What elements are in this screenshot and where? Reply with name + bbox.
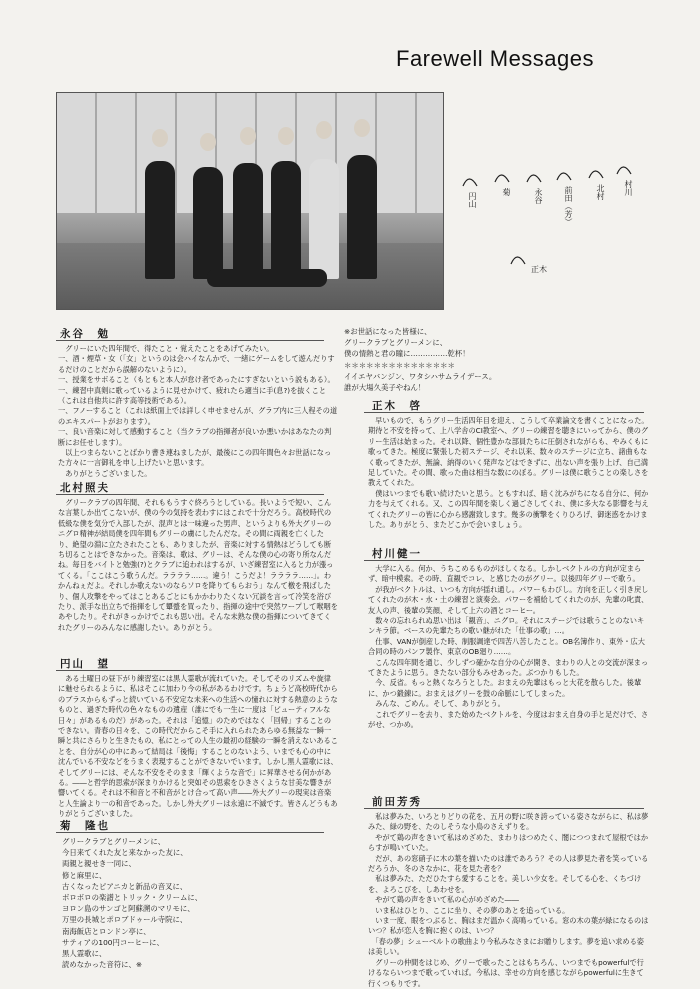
section-body: 私は夢みた、いろとりどりの花を、五月の野に咲き誇っている姿さながらに、私は夢みた、緑の野を、たのしそうな小鳥のさえずりを。 やがて鶏の声をきいて私はめざめた、まわりはつめたく、闇につつまれて屋根ではからすが鳴いていた。 だが、あの窓硝子に木の葉を描いたのは誰であろう？その人は夢見た者を笑っているだろうか、冬のさなかに、花を見た者を？ 私は夢みた、ただひたすら愛することを。美しい少女を。そしてる心を、くちづけを、よろこびを、しあわせを。 やがて鶏の声をきいて私の心がめざめた―― いま私はひとり、ここに坐り、その夢のあとを追っている。 いま一度、眼をつぶると、胸はまだ温かく高鳴っている。窓の木の葉が緑になるのはいつ？私が恋人を胸に抱くのは、いつ？ 「春の夢」シューベルトの歌曲より今私みなさまにお贈りします。夢を追い求める姿は美しい。 グリーの仲間をはじめ、グリーで歌ったことはもちろん、いつまでもpowerfulで行けるならいつまで歌っていれば。今私は、幸せの方向を感じながらpowerfulに生きて行くつもりです。 xyxy=(368,812,649,988)
divider xyxy=(56,670,324,671)
member-name-label: 円山 xyxy=(468,192,477,208)
divider xyxy=(364,808,644,809)
section-author: 菊 隆也 xyxy=(60,820,110,832)
person-figure xyxy=(233,163,263,279)
member-name-label: 正木 xyxy=(531,265,547,274)
outline-head xyxy=(617,167,631,174)
outline-head xyxy=(557,173,571,180)
outline-head xyxy=(495,175,509,182)
person-figure xyxy=(193,167,223,279)
section-body: グリーにいた四年間で、得たこと・覚えたことをあげてみたい。 一、酒・煙草・女（「女」というのは会ハイなんかで、一緒にゲームをして遊んだりするだけのことだから誤解のないように）。 一、授業をサボること（もともと本人が怠け者であったにすぎないという説もある）。 一、練習中真剣に歌っているように見せかけて、疲れたら適当に手(息?)を抜くこと（これは自他共に許す高等技術である）。 一、フノーすること（これは紙面上では詳しく申せませんが、グラブ内に三人程その道のエキスパートがおります）。 一、良い音楽に対して感動すること（当クラブの指揮者が良いか悪いかはあなたの判断にお任せします）。 以上つまらないことばかり書き連ねましたが、最後にこの四年間色々お世話になった方々に一言御礼を申し上げたいと思います。 ありがとうございました。 xyxy=(58,344,338,478)
section-body: グリークラブの四年間、それももうすぐ終ろうとしている。長いようで短い、こんな言葉しか出てこないが、僕の今の気持を表わすにはこれで十分だろう。高校時代の低級な僕を気分で入部したが、混声とは一味違った男声、というよりも外大グリーのニグロ精神が結局僕を四年間もグリーの虜にしたんだな。その間に両親を亡くしたり、絶望の淵に立たされたことも、ありましたが、音楽に対する情熱はどうしても断ち切ることはできなかった。音楽は、歌は、グリーは、そんな僕の心の寄り所なんだね。毎日をバイトと勉強(?)とクラブに追われはするが、いざ練習室に入ると力が漲ってくる。「ここはこう歌うんだ。ララララ……。違う！こうだよ！ララララ……」。わかんねぇだよ。それしか歌えないのならソロを降りてもらおう」なんて檄を飛ばしたり、個人攻撃をやってはことあるごとにもかかわりたくない冗談を言って冷笑を浴びたり、派手な出立ちで指揮をして顰蹙を買ったり、指揮の途中で突然ワープして喉咽をあやしたり。それがきっかけでこれも思い出。そんな未熟な僕の指揮についてきてくれたグリーのみんなに感謝したい。ありがとう。 xyxy=(58,498,338,632)
page-title: Farewell Messages xyxy=(396,46,595,71)
section-body: 早いもので、もうグリー生活四年目を迎え、こうして卒業論文を書くことになった。期待と不安を持って、上八学舎のCI教室へ、グリーの練習を聴きにいってから、僕のグリー生活は始まった。それ以降、個性豊かな部員たちに圧倒されながらも、やみくもに歌ってきた。極度に緊張した初ステージ、それ以来、数々のステージに立ち、諸曲もなく歌ってきたが、無論、納得のいく発声などはできずに、出ない声を張り上げ、自己満足していた。その間、歌った曲は相当な数にのぼる。グリーは僕に歌うことの楽しさを教えてくれた。 僕はいつまでも歌い続けたいと思う。ともすれば、暗く沈みがちになる自分に、何か力を与えてくれる。又、この四年間を楽しく過ごさしてくれ、僕に多大なる影響を与えてくれたグリーの皆に心から感謝致します。幾多の衝撃をくりひろげ、御迷惑をかけました。ありがとう、またどこかで会いましょう。 xyxy=(368,416,649,530)
member-name-label: 北村 xyxy=(596,184,605,200)
person-head xyxy=(316,121,332,139)
section-body: ある土曜日の昼下がり練習室には黒人霊歌が流れていた。そしてそのリズムや旋律に魅せられるように、私はそこに加わり今の私があるわけです。ちょうど高校時代からのブラスからもずっと続いている不安定な未来への生活への憧れに対する熱意のようなものと、過ぎた時代の色々なものの遺産（誰にでも一生に一度は「ビューティフルな日々」があるものだ）があった。それは「追憶」のためではなく「回帰」することのできない。青春の日々を、この時代だからこそ手に入れられたあらゆる無益な一瞬一瞬と共にさらりと生きたもの、私にとっての人生の最初の経験の一瞬を消えないあることを、自分が心の中にあって結局は「後悔」することのないよう、いまでも心の中に沈んでいる不安などをうまく表現することができないでいます。しかし黒人霊歌には、そしてグリーには、そんな不安をそのまま「輝くような音で」に昇華させる何かがある。――と哲学的思索が深まりかけると突如その思索をひきさくような甘美な響きが響いてくる。それは不和音と不和音がとけ合って高い声――外大グリーの現実は音楽と人生論より一の和音であった。しかし外大グリーは永遠に不滅です。皆さんどうもありがとうございました。 xyxy=(58,674,338,819)
member-outline-svg xyxy=(445,160,665,280)
person-head xyxy=(152,129,168,147)
divider xyxy=(364,412,644,413)
member-name-label: 村川 xyxy=(624,180,633,196)
person-figure xyxy=(145,161,175,279)
divider xyxy=(56,832,324,833)
person-figure xyxy=(309,159,339,279)
section-body: グリークラブとグリーメンに、 今日来てくれた友と来なかった友に、 両親と親せき一同に、 修と麻里に、 古くなったピアニカと新品の音叉に、 ボロボロの楽譜とトリック・クリームに、 ヨロン島のサンゴと阿蘇溯のマリモに、 万里の長城とポロブドゥール寺院に、 南海飯店とロンドン亭に、 サティアの100円コーヒーに、 黒人霊歌に、 読めなかった音符に、※ xyxy=(62,837,203,970)
reclining-person xyxy=(207,269,327,287)
group-photo xyxy=(56,92,444,310)
divider xyxy=(56,340,324,341)
person-head xyxy=(278,127,294,145)
outline-head xyxy=(527,175,541,182)
person-figure xyxy=(347,155,377,279)
section-author: 村川健一 xyxy=(372,548,422,560)
person-head xyxy=(240,127,256,145)
person-figure xyxy=(271,161,301,279)
section-author: 円山 望 xyxy=(60,658,110,670)
member-name-label: 永谷 xyxy=(534,188,543,204)
person-head xyxy=(354,119,370,137)
section-author: 永谷 勉 xyxy=(60,328,110,340)
divider xyxy=(364,560,644,561)
outline-head xyxy=(589,171,603,178)
member-name-label: 菊 xyxy=(502,188,511,196)
member-key xyxy=(445,160,665,280)
member-name-label: 前田（芳） xyxy=(564,186,573,226)
section-body: 大学に入る。何か、うちこめるものがほしくなる。しかしベクトルの方向が定まらず、暗中模索。その時、直観でコレ、と感じたのがグリー。以後四年グリーで歌う。 が我がベクトルは、いつも方向が揺れ通し。パワーもわびし。方向を正しく引き戻してくれたのが木・水・土の練習と演奏会。パワーを補給してくれたのが、先輩の叱責、友人の声、後輩の笑顔、そして上六の酒とコーヒー。 数々の忘れられぬ思い出は「観音」、ニグロ。それにステージでは歌うことのないキンキラ節。ベースの先輩たちの歌い継がれた「仕事の歌」…。 仕事、VANが倒産した時、制服調達で四苦八苦したこと。OB名簿作り、東外・広大合同の時のパンフ製作、東京のOB廻り……。 こんな四年間を通じ、少しずつ確かな自分の心が開き、まわりの人との交流が深まってきたように思う。きたない部分もみせあった。ぶつかりもした。 今、反省。もっと熱くなろうとした。おまえの先輩はもっと大花を散らした。後輩に、かつ鍛錬に。おまえはグリーを鼓の命脈にしてしまった。 みんな、ごめん。そして、ありがとう。 これでグリーを去り、また始めたベクトルを、今度はおまえ自身の手と足だけで、さがせ、つかめ。 xyxy=(368,564,649,730)
section-author: 北村照夫 xyxy=(60,482,110,494)
section-author: 前田芳秀 xyxy=(372,796,422,808)
closing-note: ※お世話になった皆様に、 グリークラブとグリーメンに、 僕の情熱と君の瞳に……………乾杯！ ＊＊＊＊＊＊＊＊＊＊＊＊＊＊＊ イイエヤバンジン、ワタシハサムライデース。 誰が大場久美子やねん！ xyxy=(344,327,497,393)
outline-head xyxy=(463,179,477,186)
outline-head xyxy=(511,257,525,264)
section-author: 正木 啓 xyxy=(372,400,422,412)
divider xyxy=(56,494,324,495)
person-head xyxy=(200,133,216,151)
